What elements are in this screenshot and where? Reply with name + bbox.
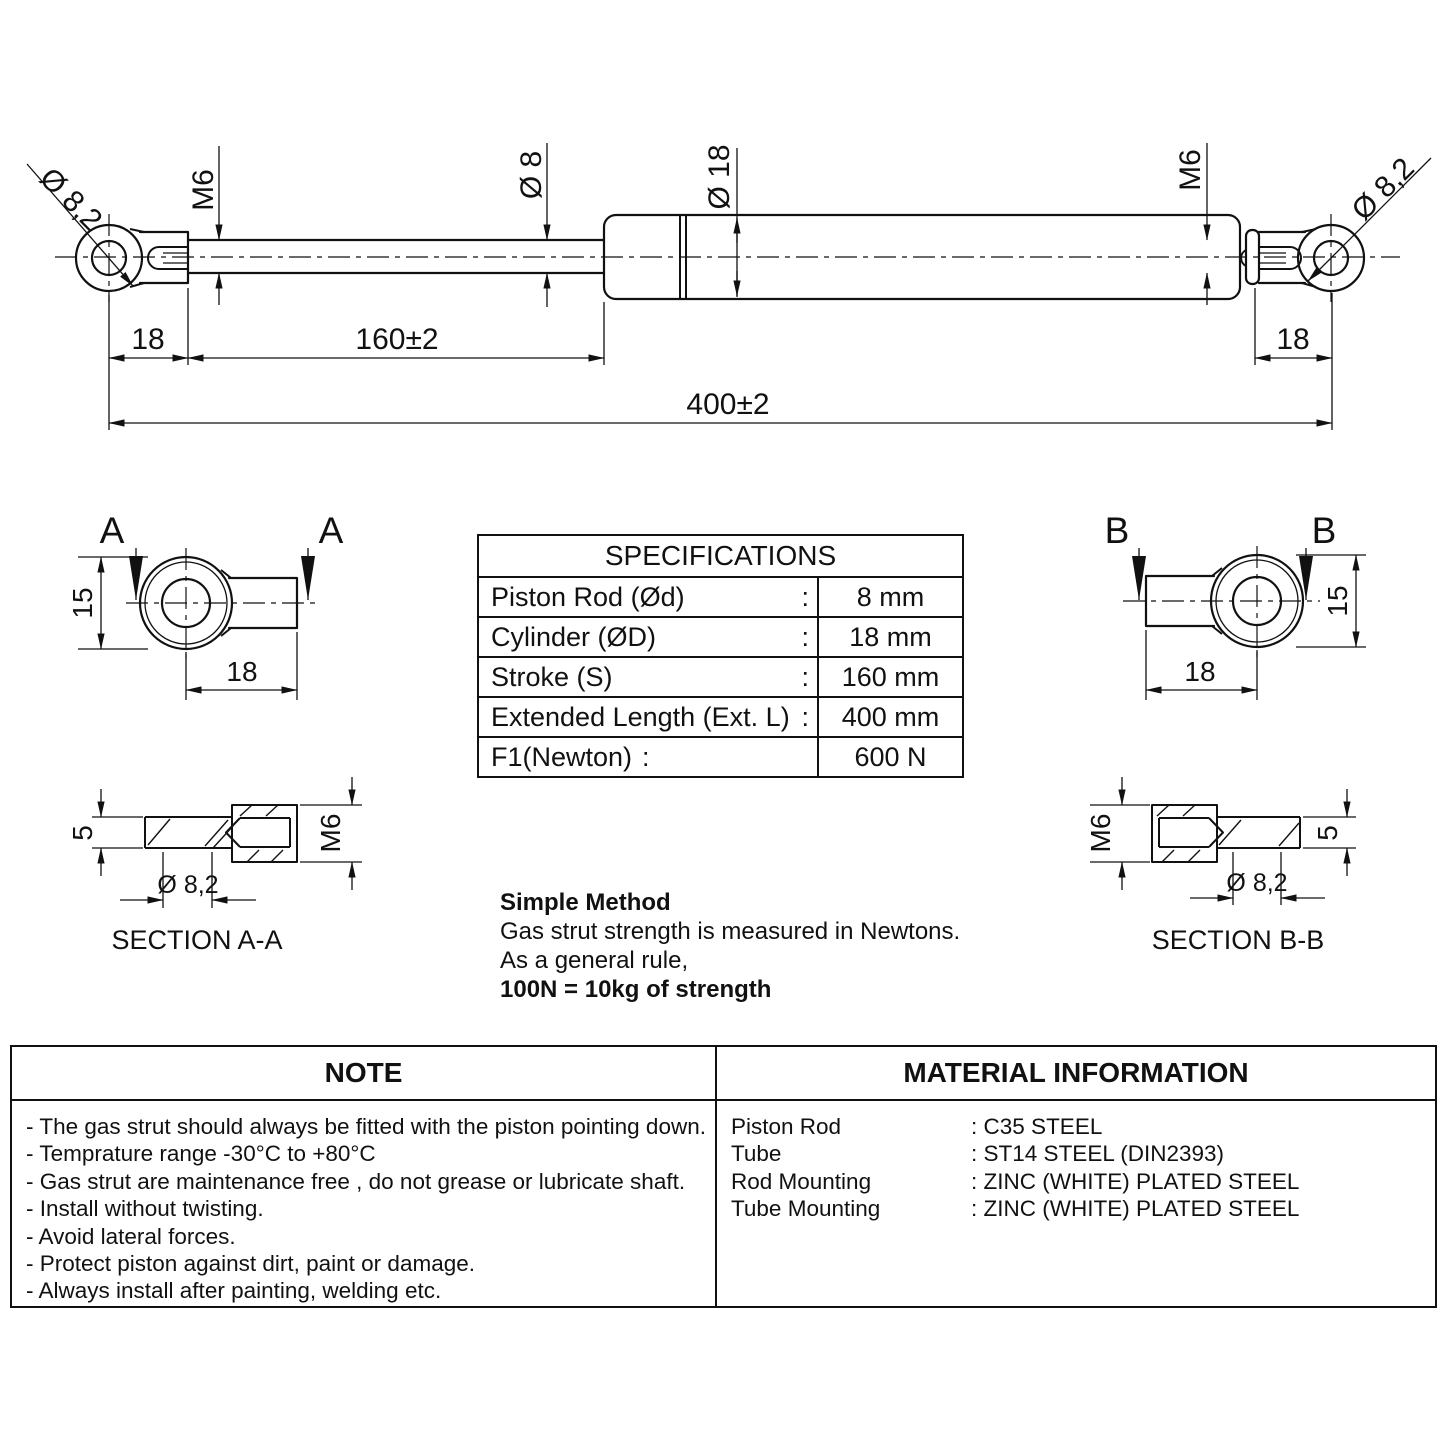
material-value: C35 STEEL (983, 1114, 1103, 1139)
material-label: Tube Mounting (731, 1196, 881, 1222)
dim-400: 400±2 (686, 388, 770, 421)
sec-a-hole-dia: Ø 8,2 (157, 871, 219, 899)
view-a-15: 15 (67, 587, 98, 619)
material-row (731, 1168, 1429, 1195)
material-label: Rod Mounting (731, 1168, 872, 1194)
material-label: Tube (731, 1141, 782, 1167)
cut-letter-b-left: B (1104, 510, 1130, 551)
centerline-eyes (109, 214, 1331, 302)
view-b (1105, 510, 1366, 700)
spec-colon: : (801, 701, 809, 732)
material-colon: : (971, 1141, 978, 1167)
spec-value: 160 mm (817, 658, 962, 696)
spec-label: Cylinder (ØD) (491, 621, 657, 652)
sec-a-5: 5 (67, 825, 98, 841)
note-item: - The gas strut should always be fitted with the piston pointing down. (26, 1114, 706, 1139)
spec-row-f1 (479, 736, 962, 776)
cut-letter-a-right: A (318, 510, 344, 551)
cut-lines-b (1139, 548, 1306, 600)
sec-b-rod-hatch (1219, 820, 1299, 846)
spec-row-extended-length (479, 696, 962, 736)
right-thread-lines (1259, 253, 1286, 263)
sec-b-5: 5 (1312, 825, 1343, 841)
cyl-dia-label: Ø 18 (703, 144, 736, 210)
view-b-18: 18 (1184, 656, 1216, 687)
view-a-18: 18 (226, 656, 258, 687)
spec-label: Extended Length (Ext. L) (491, 701, 790, 732)
material-colon: : (971, 1114, 978, 1139)
rod-dia-label: Ø 8 (515, 150, 548, 200)
spec-colon: : (642, 741, 650, 772)
left-thread-label: M6 (187, 169, 220, 211)
spec-value: 600 N (817, 738, 962, 776)
sec-a-m6: M6 (315, 813, 346, 853)
cut-arrow-b-right (1299, 556, 1313, 600)
material-label: Piston Rod (731, 1114, 842, 1139)
note-item: - Install without twisting. (26, 1196, 264, 1222)
cut-arrow-a-right (301, 556, 315, 600)
spec-label: F1(Newton) (491, 741, 633, 772)
sec-b-nut (1152, 805, 1217, 862)
note-material-table (10, 1045, 1437, 1308)
right-eye-dia-label: Ø 8,2 (1345, 151, 1421, 227)
material-title: MATERIAL INFORMATION (717, 1047, 1435, 1101)
spec-label: Piston Rod (Ød) (491, 581, 685, 612)
sec-a-5-ext (92, 817, 143, 848)
view-a-centerlines (126, 548, 320, 660)
simple-method-line1: Gas strut strength is measured in Newtons. (500, 918, 961, 945)
right-thread (1259, 247, 1301, 269)
material-row (731, 1113, 1429, 1140)
material-row (731, 1140, 1429, 1167)
sec-b-m6: M6 (1085, 813, 1116, 853)
simple-method-heading: Simple Method (500, 889, 671, 916)
sec-b-nut-hatch (1157, 805, 1200, 862)
specifications-table (477, 534, 964, 778)
left-thread (148, 247, 188, 269)
left-eye-dia-label: Ø 8,2 (33, 161, 109, 237)
right-thread-label: M6 (1174, 149, 1207, 191)
material-column (717, 1047, 1435, 1306)
spec-colon: : (801, 661, 809, 692)
material-list (717, 1101, 1435, 1223)
spec-row-stroke (479, 656, 962, 696)
sec-b-thread-bore (1159, 818, 1223, 847)
simple-method-line3: 100N = 10kg of strength (500, 976, 772, 1003)
spec-label: Stroke (S) (491, 661, 613, 692)
cut-letter-b-right: B (1311, 510, 1337, 551)
sec-a-rod-hatch (148, 819, 233, 848)
spec-colon: : (801, 621, 809, 652)
spec-value: 18 mm (817, 618, 962, 656)
dim-18-right: 18 (1276, 323, 1310, 356)
simple-method-line2: As a general rule, (500, 947, 689, 974)
view-b-centerlines (1123, 546, 1320, 658)
spec-row-cylinder (479, 616, 962, 656)
cut-letter-a-left: A (99, 510, 125, 551)
left-thread-lines (163, 253, 188, 263)
view-b-15: 15 (1322, 585, 1353, 617)
simple-method-block (500, 888, 980, 1004)
material-value: ST14 STEEL (DIN2393) (983, 1141, 1225, 1167)
sec-b-hole-dia: Ø 8,2 (1226, 869, 1288, 897)
sec-a-nut-hatch (240, 805, 283, 862)
sec-a-thread-bore (226, 818, 290, 847)
dim-18-left: 18 (131, 323, 165, 356)
note-item: - Gas strut are maintenance free , do not grease or lubricate shaft. (26, 1168, 686, 1194)
spec-value: 8 mm (817, 578, 962, 616)
material-row (731, 1195, 1429, 1222)
dim-160: 160±2 (355, 323, 439, 356)
note-item: - Always install after painting, welding etc. (26, 1278, 442, 1304)
side-view-dimensions (27, 143, 1431, 430)
material-value: ZINC (WHITE) PLATED STEEL (983, 1196, 1300, 1222)
note-column (12, 1047, 717, 1306)
material-colon: : (971, 1168, 978, 1194)
note-title: NOTE (12, 1047, 715, 1101)
spec-value: 400 mm (817, 698, 962, 736)
note-item: - Avoid lateral forces. (26, 1223, 236, 1249)
note-item: - Protect piston against dirt, paint or damage. (26, 1251, 475, 1277)
spec-row-piston-rod (479, 576, 962, 616)
note-list (12, 1101, 715, 1305)
note-item: - Temprature range -30°C to +80°C (26, 1141, 376, 1167)
section-a-title: SECTION A-A (111, 925, 283, 955)
cut-arrow-b-left (1132, 556, 1146, 600)
section-b-b (1085, 777, 1356, 955)
material-colon: : (971, 1196, 978, 1222)
spec-colon: : (801, 581, 809, 612)
section-b-title: SECTION B-B (1151, 925, 1325, 955)
strut-side-view (55, 214, 1400, 302)
material-value: ZINC (WHITE) PLATED STEEL (983, 1168, 1300, 1194)
section-a-a (67, 777, 362, 955)
specifications-title: SPECIFICATIONS (604, 540, 837, 571)
view-a (67, 510, 344, 700)
